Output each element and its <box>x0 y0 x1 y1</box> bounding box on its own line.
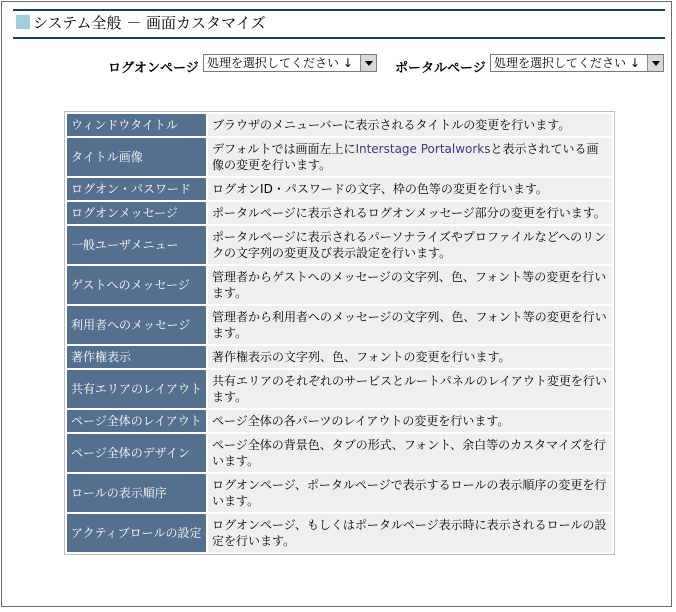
title-square-icon <box>16 15 30 29</box>
table-row <box>67 306 612 344</box>
page-title: システム全般 － 画面カスタマイズ <box>33 14 266 32</box>
table-row <box>67 138 612 176</box>
menu-item-role-display-order[interactable]: ロールの表示順序 <box>67 474 206 512</box>
menu-item-general-user-menu[interactable]: 一般ユーザメニュー <box>67 226 206 264</box>
portal-page-select[interactable] <box>490 54 664 72</box>
menu-item-description: ポータルページに表示されるログオンメッセージ部分の変更を行います。 <box>208 202 612 224</box>
portal-page-label: ポータルページ <box>395 61 486 76</box>
menu-item-page-layout[interactable]: ページ全体のレイアウト <box>67 410 206 432</box>
table-row <box>67 178 612 200</box>
table-row <box>67 202 612 224</box>
portal-page-select-value: 処理を選択してください ↓ <box>494 56 640 70</box>
menu-item-window-title[interactable]: ウィンドウタイトル <box>67 114 206 136</box>
menu-item-description: ページ全体の背景色、タブの形式、フォント、余白等のカスタマイズを行います。 <box>208 434 612 472</box>
menu-item-description: ログオンページ、もしくはポータルページ表示時に表示されるロールの設定を行います。 <box>208 514 612 552</box>
table-row <box>67 114 612 136</box>
menu-item-user-message[interactable]: 利用者へのメッセージ <box>67 306 206 344</box>
description-text: と表示されている画像の変更を行います。 <box>212 142 599 172</box>
table-row <box>67 514 612 552</box>
table-row <box>67 474 612 512</box>
table-row <box>67 370 612 408</box>
description-text: デフォルトでは画面左上に <box>212 142 356 156</box>
menu-item-title-image[interactable]: タイトル画像 <box>67 138 206 176</box>
table-row <box>67 346 612 368</box>
menu-item-active-role-settings[interactable]: アクティブロールの設定 <box>67 514 206 552</box>
menu-item-description: 共有エリアのそれぞれのサービスとルートパネルのレイアウト変更を行います。 <box>208 370 612 408</box>
menu-item-description: ログオンページ、ポータルページで表示するロールの表示順序の変更を行います。 <box>208 474 612 512</box>
menu-item-description: ポータルページに表示されるパーソナライズやプロファイルなどへのリンクの文字列の変更及び表示設定を行います。 <box>208 226 612 264</box>
customize-menu-table <box>64 111 615 555</box>
menu-item-page-design[interactable]: ページ全体のデザイン <box>67 434 206 472</box>
page-selectors <box>2 54 673 76</box>
menu-item-description: 管理者から利用者へのメッセージの文字列、色、フォント等の変更を行います。 <box>208 306 612 344</box>
menu-item-description <box>208 138 612 176</box>
chevron-down-icon[interactable] <box>647 55 663 71</box>
menu-item-description: 管理者からゲストへのメッセージの文字列、色、フォント等の変更を行います。 <box>208 266 612 304</box>
table-row <box>67 266 612 304</box>
page-frame <box>1 1 672 607</box>
title-bar <box>13 9 665 39</box>
menu-item-description: 著作権表示の文字列、色、フォントの変更を行います。 <box>208 346 612 368</box>
menu-item-description: ブラウザのメニューバーに表示されるタイトルの変更を行います。 <box>208 114 612 136</box>
menu-item-description: ページ全体の各パーツのレイアウトの変更を行います。 <box>208 410 612 432</box>
table-row <box>67 434 612 472</box>
logon-page-label: ログオンページ <box>108 61 199 76</box>
table-row <box>67 410 612 432</box>
logon-page-select-value: 処理を選択してください ↓ <box>207 56 353 70</box>
table-row <box>67 226 612 264</box>
logon-page-select[interactable] <box>203 54 377 72</box>
chevron-down-icon[interactable] <box>360 55 376 71</box>
menu-item-logon-message[interactable]: ログオンメッセージ <box>67 202 206 224</box>
product-name-text: Interstage Portalworks <box>355 142 491 156</box>
menu-item-copyright[interactable]: 著作権表示 <box>67 346 206 368</box>
menu-item-shared-area-layout[interactable]: 共有エリアのレイアウト <box>67 370 206 408</box>
menu-item-description: ログオンID・パスワードの文字、枠の色等の変更を行います。 <box>208 178 612 200</box>
menu-item-guest-message[interactable]: ゲストへのメッセージ <box>67 266 206 304</box>
menu-item-logon-password[interactable]: ログオン・パスワード <box>67 178 206 200</box>
